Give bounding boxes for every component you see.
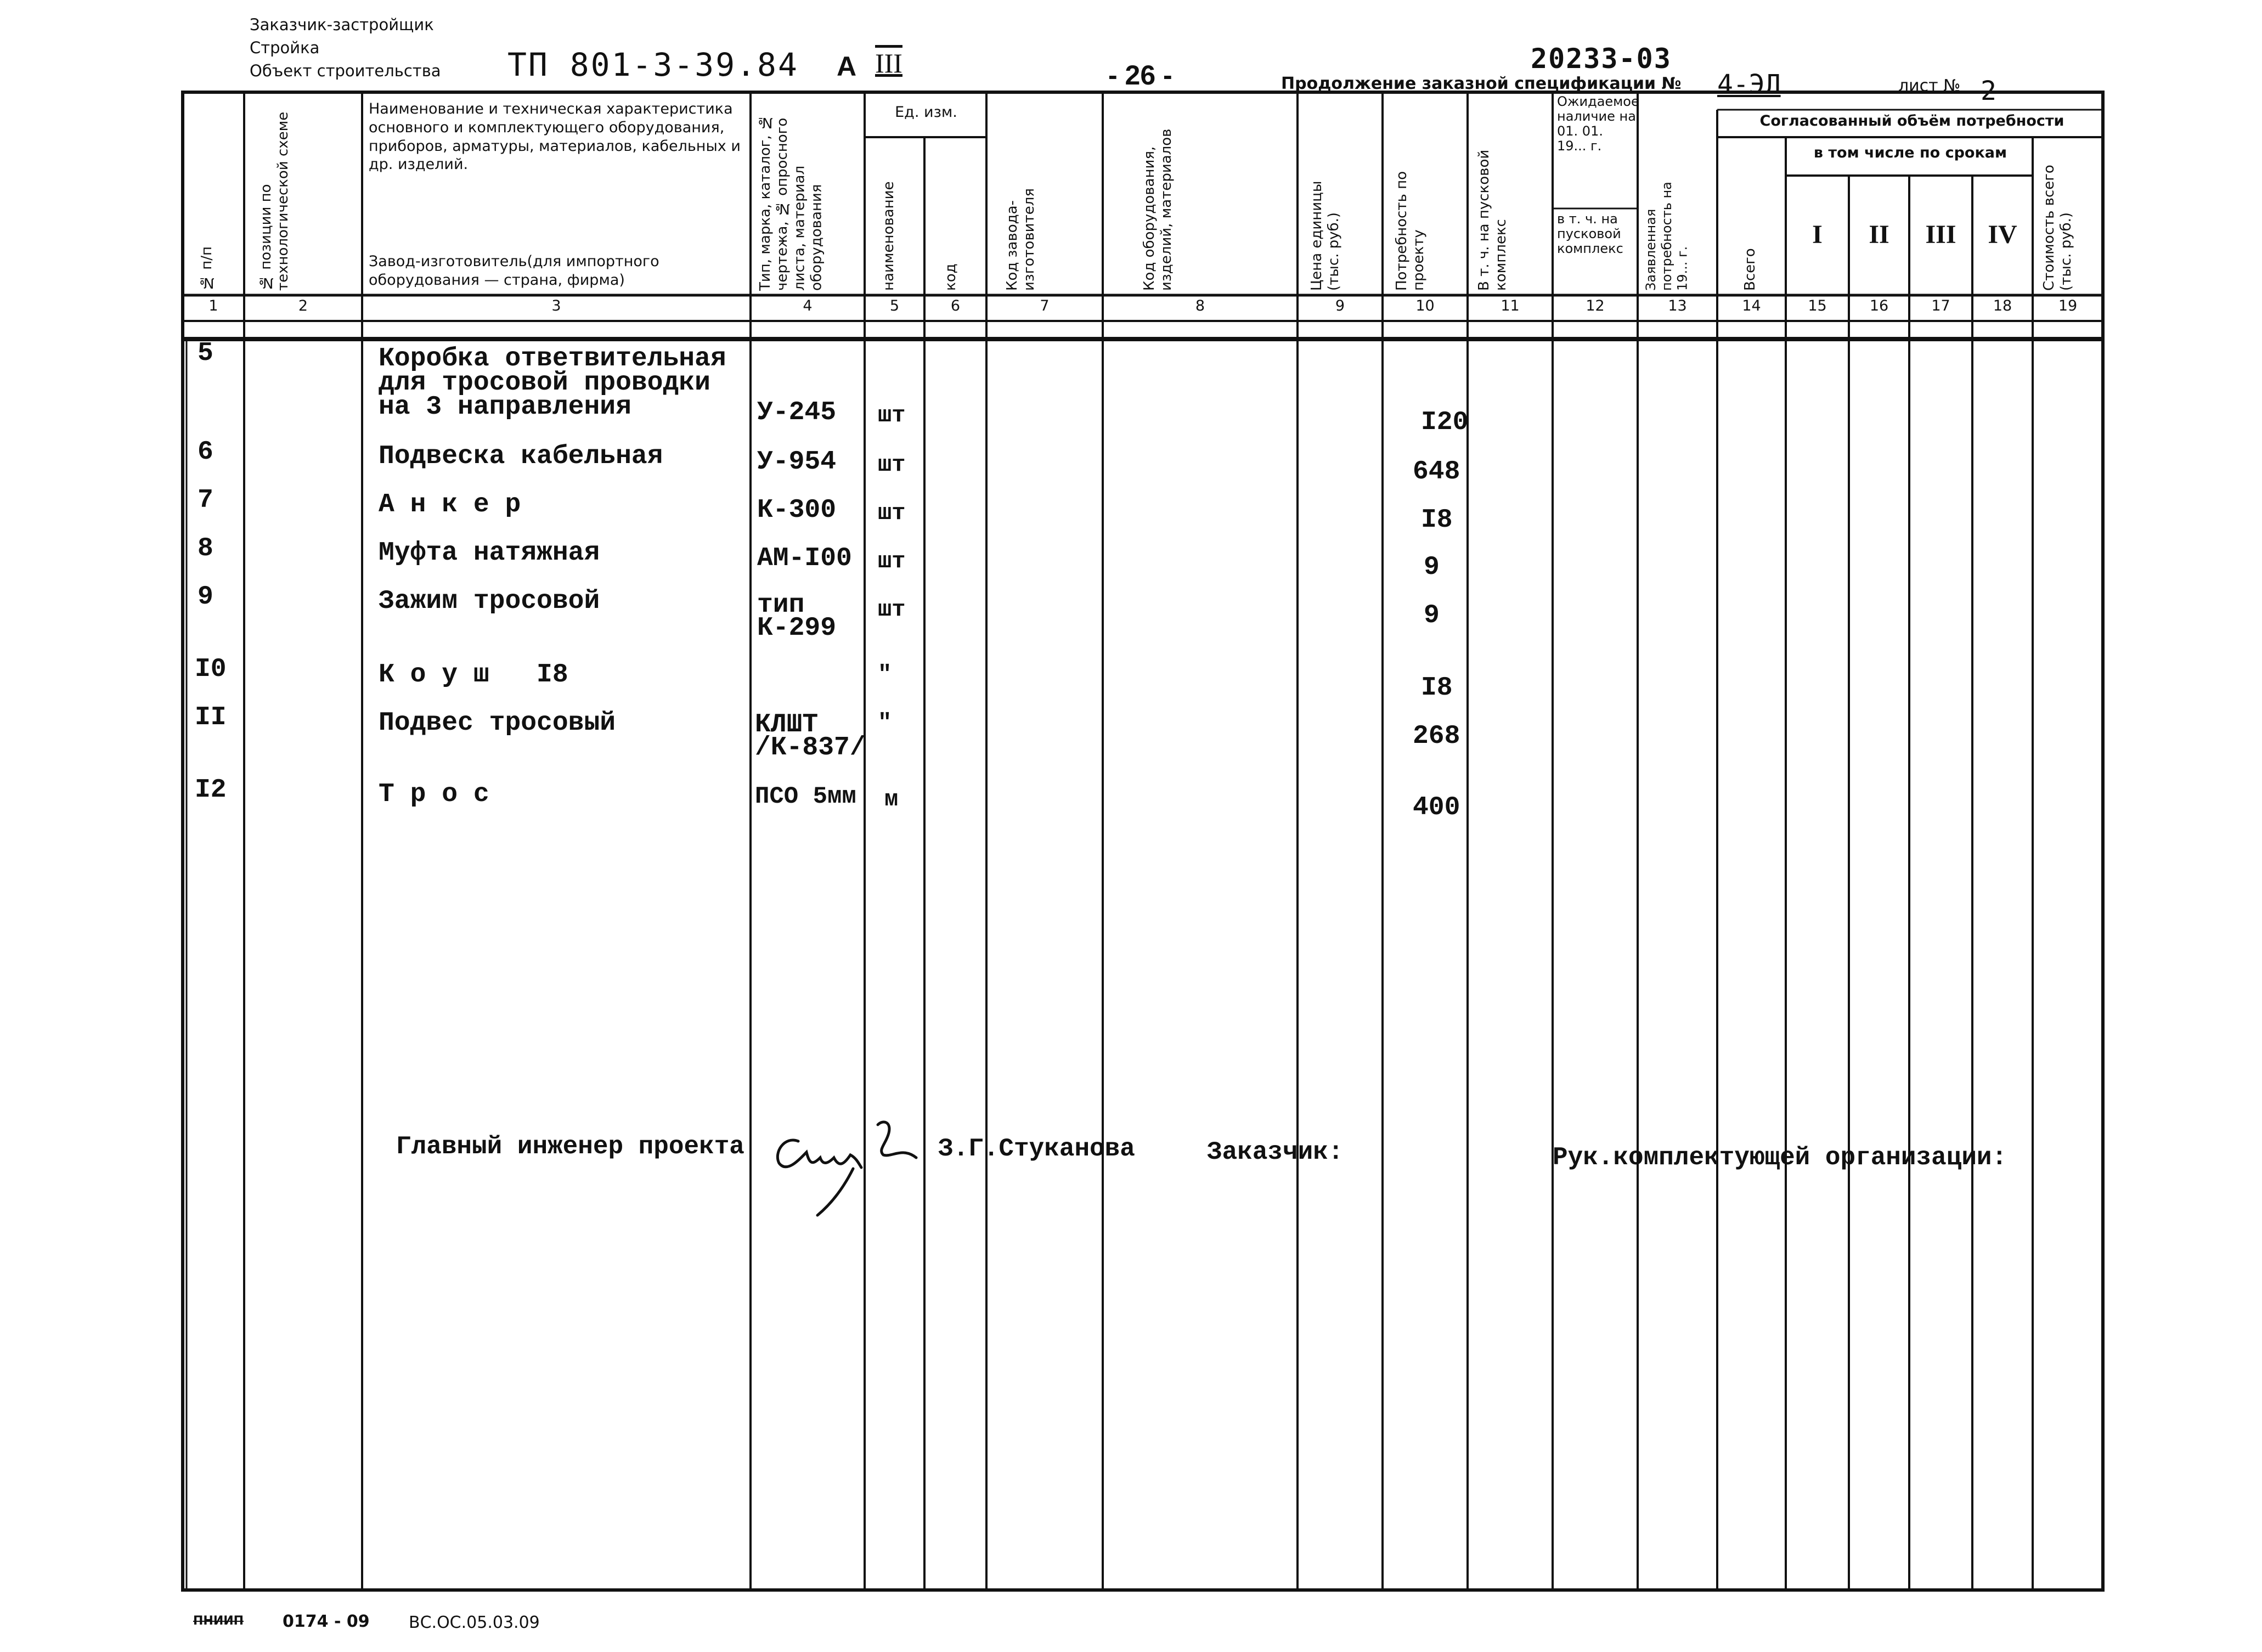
header-term-3: III — [1925, 220, 1956, 249]
album-letter: А — [837, 51, 857, 82]
header-manufacturer: Завод-изготовитель(для импортного оборудования — страна, фирма) — [369, 253, 659, 289]
row-number: 5 — [198, 339, 213, 368]
row-name: Коробка ответвительная для тросовой проводки на 3 направления — [379, 344, 726, 422]
customer-developer-label: Заказчик-застройщик — [250, 15, 434, 34]
row-unit: шт — [878, 548, 906, 574]
row-unit: шт — [878, 452, 906, 478]
header-unit-group: Ед. изм. — [895, 104, 957, 121]
row-name: А н к е р — [379, 490, 521, 520]
row-name: Зажим тросовой — [379, 587, 600, 616]
row-number: II — [195, 703, 227, 732]
row-qty: I20 — [1421, 408, 1469, 437]
header-unit-name: наименование — [881, 181, 897, 291]
row-qty: 648 — [1413, 457, 1460, 487]
colnum-6: 6 — [950, 297, 961, 314]
row-qty: 9 — [1424, 601, 1440, 630]
header-tech-position: № позиции по технологической схеме — [258, 111, 292, 291]
album-number: III — [875, 48, 902, 78]
colnum-17: 17 — [1931, 297, 1950, 314]
colnum-12: 12 — [1586, 297, 1605, 314]
object-label: Объект строительства — [250, 61, 441, 80]
spec-number: 4-ЭЛ — [1717, 69, 1781, 100]
header-project-need: Потребность по проекту — [1394, 171, 1428, 291]
row-type: КЛШТ /К-837/ — [755, 710, 866, 763]
continuation-label: Продолжение заказной спецификации № — [1281, 74, 1682, 93]
row-qty: I8 — [1421, 673, 1453, 703]
colnum-4: 4 — [803, 297, 813, 314]
header-start-complex: В т. ч. на пусковой комплекс — [1476, 149, 1510, 291]
row-type: АМ-I00 — [757, 544, 852, 573]
row-name: Т р о с — [379, 780, 489, 809]
signature-scribble — [768, 1103, 933, 1229]
colnum-16: 16 — [1869, 297, 1889, 314]
row-name: Подвеска кабельная — [379, 442, 663, 471]
row-name: Подвес тросовый — [379, 708, 616, 738]
header-expected-start-complex: в т. ч. на пусковой комплекс — [1557, 211, 1623, 256]
colnum-18: 18 — [1993, 297, 2012, 314]
header-row-number: № п/п — [199, 246, 215, 291]
header-by-terms: в том числе по срокам — [1813, 144, 2007, 161]
colnum-10: 10 — [1415, 297, 1435, 314]
row-type: У-245 — [757, 398, 837, 427]
colnum-15: 15 — [1808, 297, 1827, 314]
row-type: тип К-299 — [757, 590, 837, 644]
header-term-1: I — [1812, 220, 1823, 249]
row-unit: шт — [878, 402, 906, 428]
header-expected-availability: Ожидаемое наличие на 01. 01. 19... г. — [1557, 94, 1639, 154]
colnum-7: 7 — [1040, 297, 1050, 314]
row-name: Муфта натяжная — [379, 538, 600, 568]
row-type: ПСО 5мм — [755, 783, 856, 810]
header-term-4: IV — [1988, 220, 2017, 249]
row-number: 7 — [198, 486, 213, 515]
row-type: У-954 — [757, 447, 837, 477]
header-term-2: II — [1869, 220, 1889, 249]
colnum-5: 5 — [889, 297, 900, 314]
row-number: 9 — [198, 582, 213, 612]
colnum-19: 19 — [2058, 297, 2078, 314]
sheet-label: лист № — [1898, 76, 1961, 95]
header-total: Всего — [1742, 248, 1758, 291]
header-unit-price: Цена единицы (тыс. руб.) — [1308, 181, 1342, 291]
project-code: ТП 801-3-39.84 — [507, 46, 799, 83]
construction-label: Стройка — [250, 38, 320, 57]
header-equipment-code: Код оборудования, изделий, материалов — [1141, 128, 1175, 291]
footer-code-2: ВС.ОС.05.03.09 — [409, 1613, 540, 1632]
chief-engineer-label: Главный инженер проекта — [396, 1132, 744, 1161]
footer-code-1: 0174 - 09 — [283, 1612, 370, 1631]
header-total-cost: Стоимость всего (тыс. руб.) — [2041, 165, 2075, 291]
colnum-9: 9 — [1335, 297, 1345, 314]
row-unit: " — [878, 661, 892, 687]
supplier-label: Рук.комплектующей организации: — [1553, 1143, 2007, 1172]
row-unit: м — [884, 786, 899, 813]
header-declared-need: Заявленная потребность на 19... г. — [1643, 182, 1690, 291]
colnum-13: 13 — [1668, 297, 1687, 314]
colnum-14: 14 — [1742, 297, 1761, 314]
row-qty: I8 — [1421, 505, 1453, 535]
sheet-number: 2 — [1981, 76, 1996, 106]
header-agreed-volume: Согласованный объём потребности — [1759, 112, 2064, 129]
row-qty: 268 — [1413, 721, 1460, 751]
header-unit-code: код — [943, 263, 959, 291]
row-unit: шт — [878, 500, 906, 526]
row-number: I0 — [195, 655, 227, 684]
row-unit: " — [878, 709, 892, 736]
page-number: - 26 - — [1108, 60, 1172, 91]
row-name: К о у ш I8 — [379, 660, 568, 690]
header-name-description: Наименование и техническая характеристика основного и комплектующего оборудования, приборов, арматуры, материалов, кабельных и др. изделий. — [369, 100, 741, 173]
chief-engineer-name: З.Г.Стуканова — [938, 1135, 1135, 1163]
header-manufacturer-code: Код завода-изготовителя — [1004, 188, 1038, 291]
colnum-2: 2 — [298, 297, 308, 314]
row-qty: 9 — [1424, 552, 1440, 582]
footer-stamp: ПНИИП — [193, 1614, 244, 1628]
customer-label: Заказчик: — [1207, 1138, 1344, 1166]
row-number: 8 — [198, 534, 213, 563]
doc-number: 20233-03 — [1531, 43, 1672, 75]
row-number: I2 — [195, 775, 227, 805]
row-unit: шт — [878, 596, 906, 623]
colnum-11: 11 — [1501, 297, 1520, 314]
colnum-1: 1 — [208, 297, 218, 314]
row-type: К-300 — [757, 495, 837, 525]
colnum-8: 8 — [1195, 297, 1205, 314]
row-qty: 400 — [1413, 793, 1460, 822]
colnum-3: 3 — [551, 297, 561, 314]
row-number: 6 — [198, 437, 213, 467]
header-type-mark: Тип, марка, каталог, № чертежа, № опросного листа, материал оборудования — [757, 114, 825, 291]
